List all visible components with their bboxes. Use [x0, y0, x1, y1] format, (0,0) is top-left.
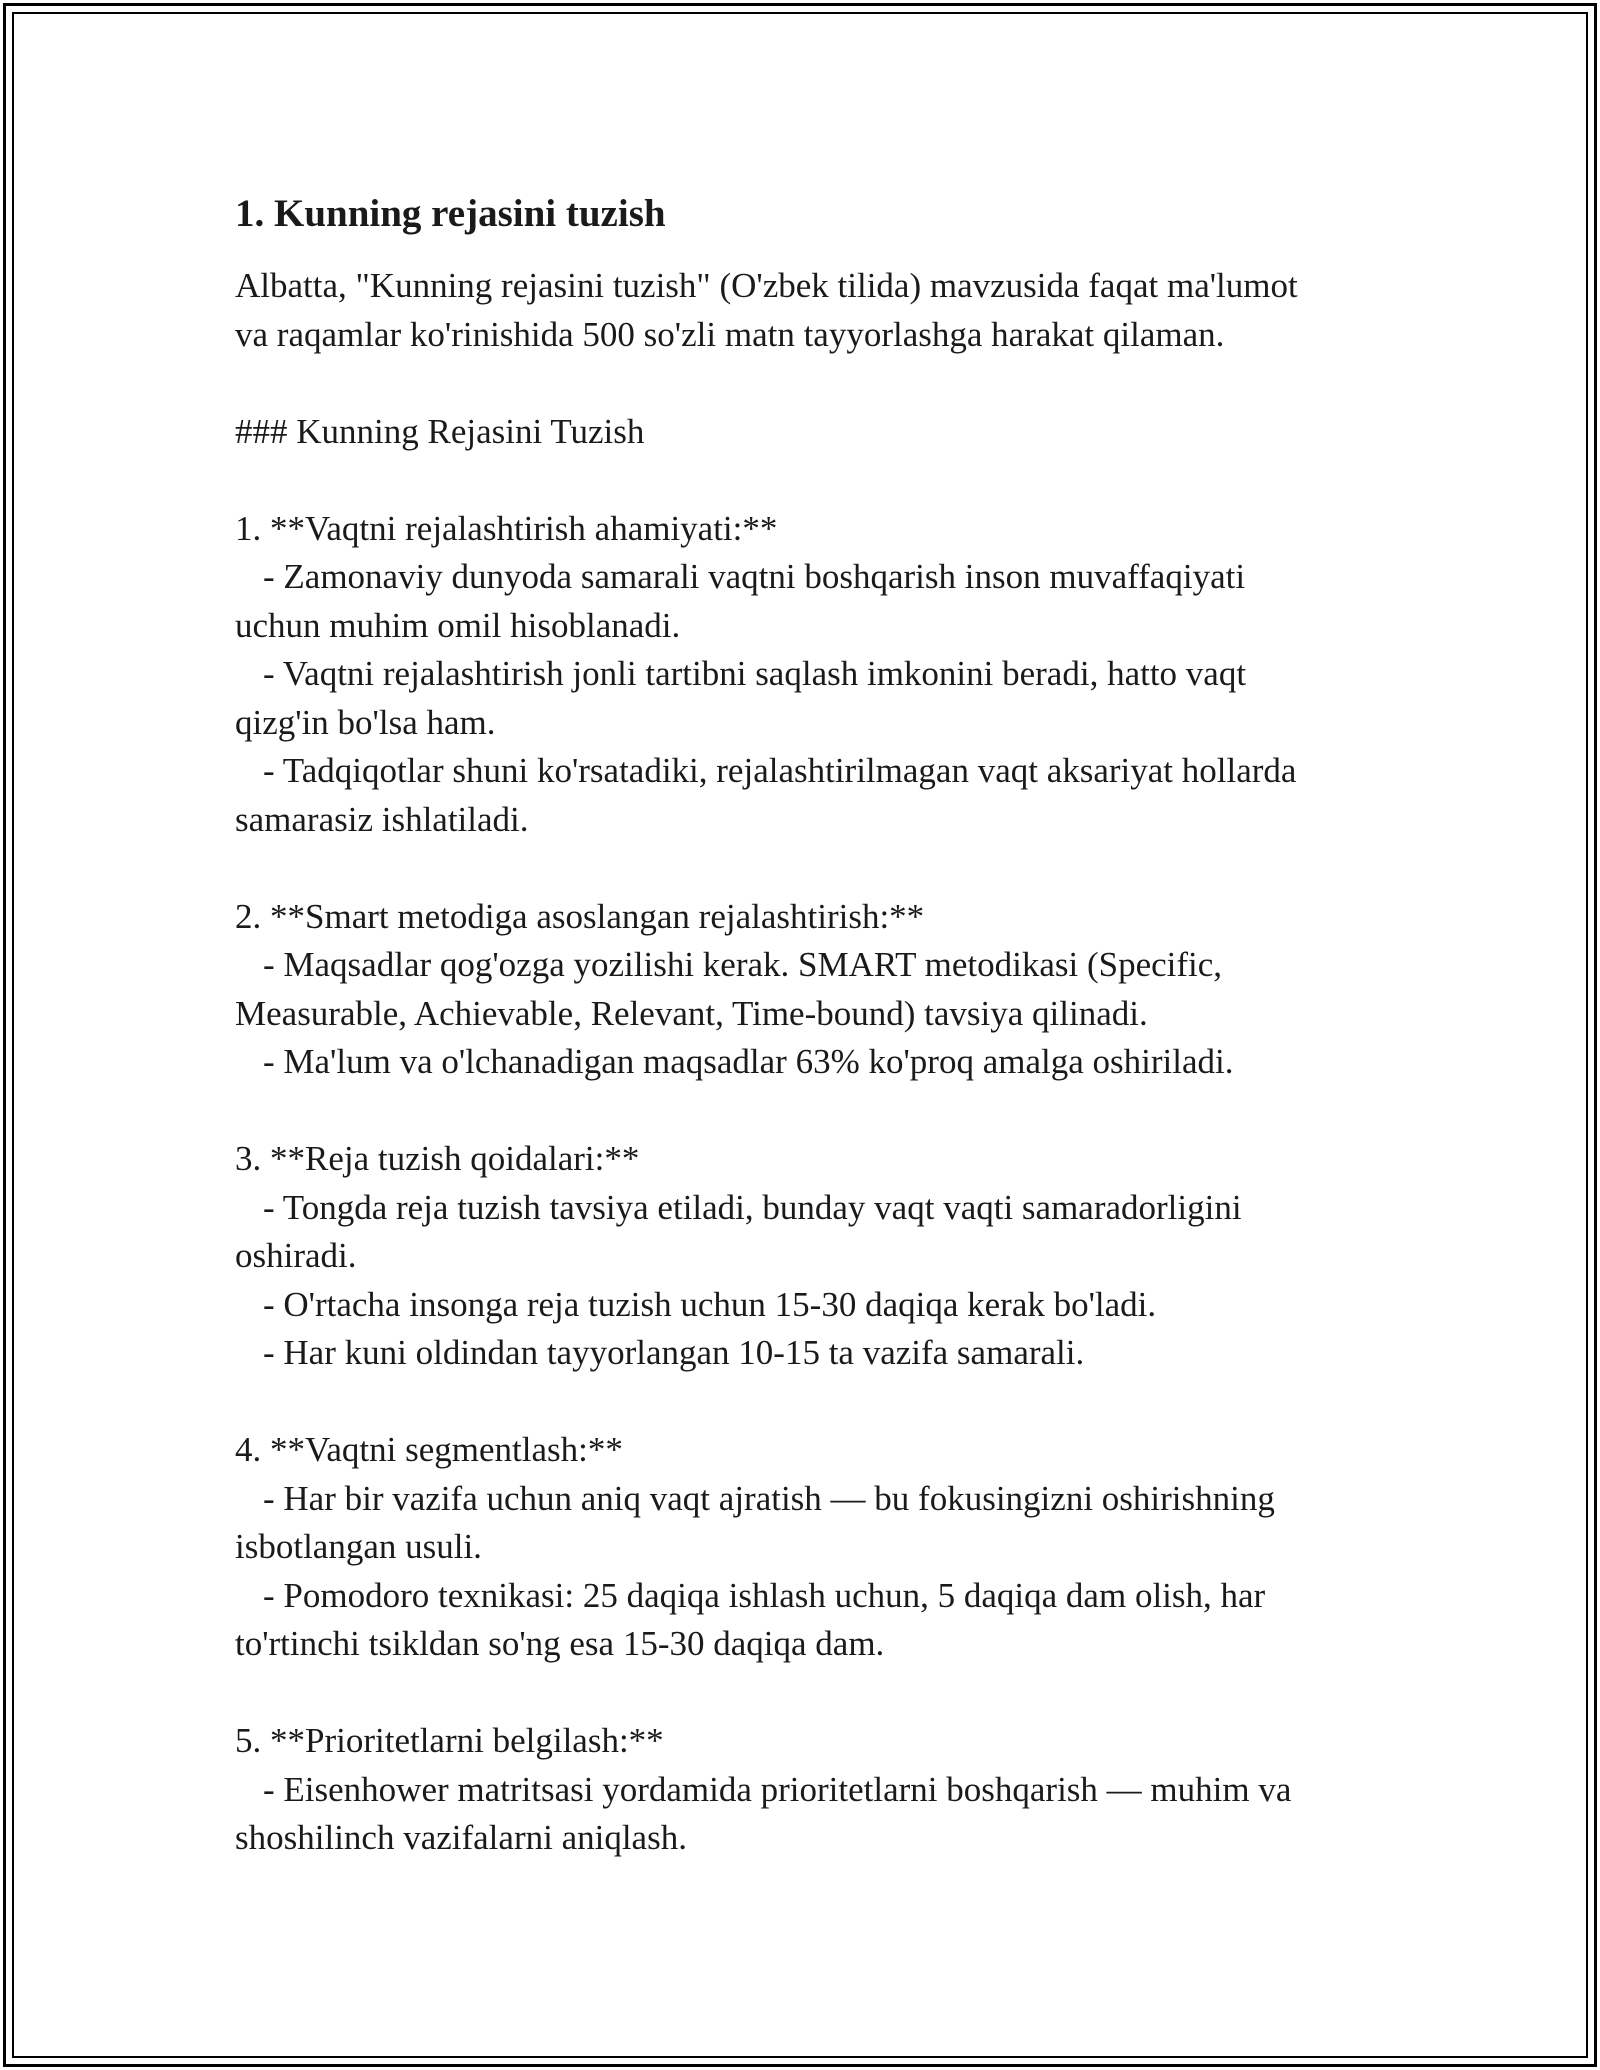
intro-paragraph — [235, 262, 1365, 359]
document-title: 1. Kunning rejasini tuzish — [235, 192, 666, 235]
list-item-line: Measurable, Achievable, Relevant, Time-bound) tavsiya qilinadi. — [235, 993, 1148, 1033]
list-item-line: - Tadqiqotlar shuni ko'rsatadiki, rejalashtirilmagan vaqt aksariyat hollarda — [263, 751, 1297, 790]
list-item-line: - Har bir vazifa uchun aniq vaqt ajratish — bu fokusingizni oshirishning — [263, 1478, 1275, 1518]
list-item-line: shoshilinch vazifalarni aniqlash. — [235, 1818, 687, 1857]
list-item-line: - Har kuni oldindan tayyorlangan 10-15 ta vazifa samarali. — [263, 1333, 1085, 1372]
list-item-line: - Eisenhower matritsasi yordamida prioritetlarni boshqarish — muhim va — [263, 1769, 1292, 1809]
list-item-line: to'rtinchi tsikldan so'ng esa 15-30 daqiqa dam. — [235, 1624, 885, 1663]
list-item-line: - O'rtacha insonga reja tuzish uchun 15-30 daqiqa kerak bo'ladi. — [263, 1284, 1157, 1324]
list-item-line: - Pomodoro texnikasi: 25 daqiqa ishlash uchun, 5 daqiqa dam olish, har — [263, 1575, 1266, 1615]
document-body — [235, 186, 1365, 1863]
intro-line: Albatta, "Kunning rejasini tuzish" (O'zbek tilida) mavzusida faqat ma'lumot — [235, 266, 1298, 305]
section-heading: 4. **Vaqtni segmentlash:** — [235, 1430, 623, 1469]
list-item-line: qizg'in bo'lsa ham. — [235, 702, 496, 742]
list-item-line: - Tongda reja tuzish tavsiya etiladi, bunday vaqt vaqti samaradorligini — [263, 1187, 1242, 1227]
list-item-line: oshiradi. — [235, 1236, 357, 1275]
list-item-line: - Vaqtni rejalashtirish jonli tartibni saqlash imkonini beradi, hatto vaqt — [263, 654, 1247, 693]
section-3 — [235, 1135, 1365, 1378]
list-item-line: samarasiz ishlatiladi. — [235, 799, 529, 839]
section-2 — [235, 893, 1365, 1087]
section-4 — [235, 1426, 1365, 1669]
section-5 — [235, 1717, 1365, 1863]
section-heading: 3. **Reja tuzish qoidalari:** — [235, 1139, 640, 1178]
section-1 — [235, 505, 1365, 845]
section-heading: 5. **Prioritetlarni belgilash:** — [235, 1721, 664, 1760]
section-heading: 1. **Vaqtni rejalashtirish ahamiyati:** — [235, 508, 778, 548]
list-item-line: - Maqsadlar qog'ozga yozilishi kerak. SMART metodikasi (Specific, — [263, 945, 1223, 984]
list-item-line: - Ma'lum va o'lchanadigan maqsadlar 63% ko'proq amalga oshiriladi. — [263, 1042, 1234, 1081]
list-item-line: uchun muhim omil hisoblanadi. — [235, 605, 681, 645]
list-item-line: isbotlangan usuli. — [235, 1527, 482, 1566]
section-heading: 2. **Smart metodiga asoslangan rejalashtirish:** — [235, 896, 925, 936]
list-item-line: - Zamonaviy dunyoda samarali vaqtni boshqarish inson muvaffaqiyati — [263, 557, 1246, 596]
subheading: ### Kunning Rejasini Tuzish — [235, 411, 645, 451]
intro-line: va raqamlar ko'rinishida 500 so'zli matn tayyorlashga harakat qilaman. — [235, 314, 1225, 354]
